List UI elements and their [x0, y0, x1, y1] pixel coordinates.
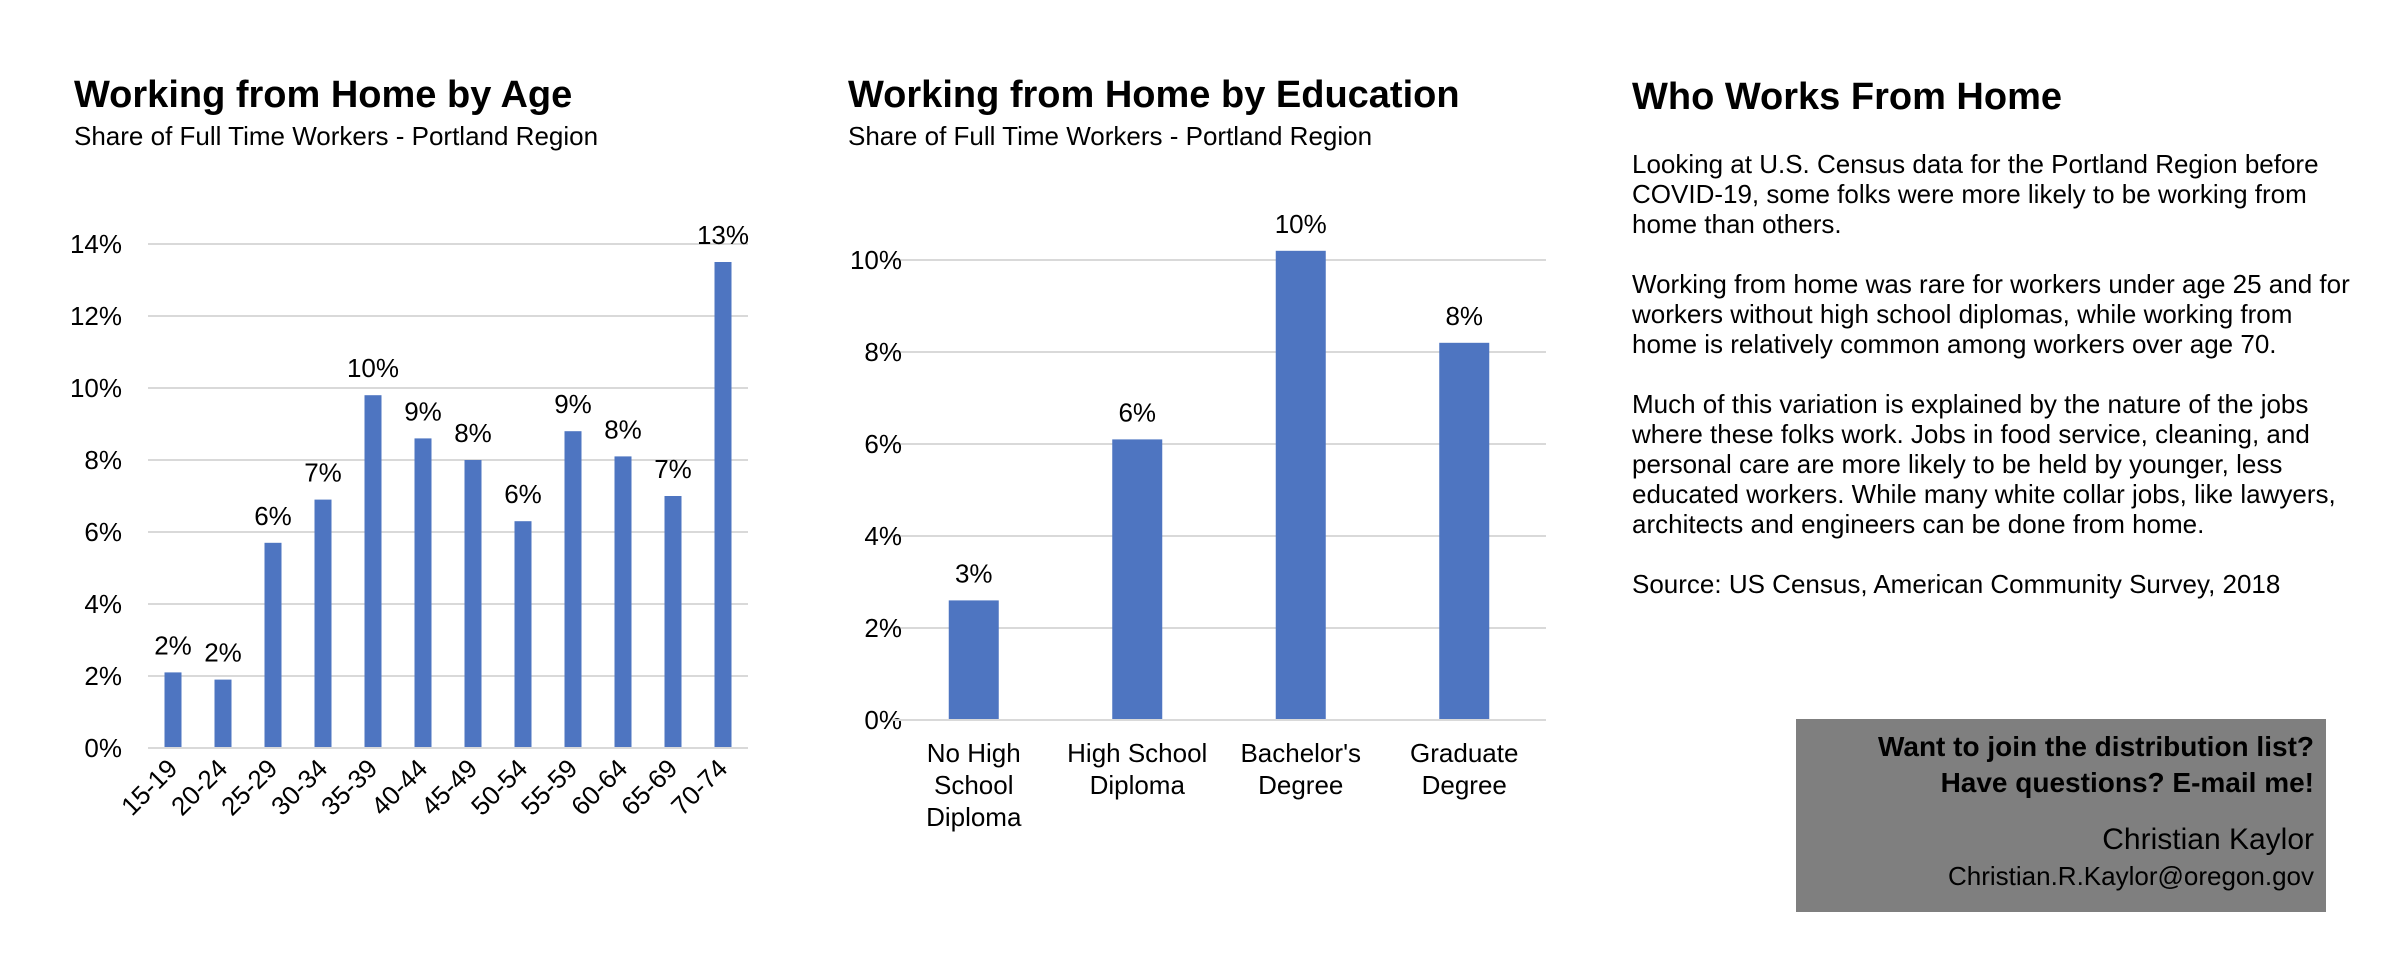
age-y-tick-label: 0% — [84, 733, 122, 763]
education-y-tick-label: 0% — [864, 705, 902, 735]
age-bar — [665, 496, 682, 748]
age-x-tick-label: 35-39 — [315, 753, 384, 822]
education-y-tick-label: 4% — [864, 521, 902, 551]
age-y-tick-label: 8% — [84, 445, 122, 475]
contact-email-link[interactable]: Christian.R.Kaylor@oregon.gov — [1947, 861, 2314, 891]
age-y-tick-label: 12% — [69, 301, 122, 331]
education-y-tick-label: 2% — [864, 613, 902, 643]
education-chart-subtitle: Share of Full Time Workers - Portland Region — [848, 121, 1373, 151]
contact-cta-line-1: Want to join the distribution list? — [1877, 731, 2314, 762]
age-data-label: 9% — [404, 396, 442, 427]
education-x-tick-label-line: High School — [1067, 738, 1208, 768]
age-bar — [265, 543, 282, 748]
education-x-tick-label — [1410, 738, 1518, 800]
age-bar — [565, 431, 582, 748]
age-bar — [365, 395, 382, 748]
side-paragraph-2: Working from home was rare for workers under age 25 and for workers without high school diplomas, while working from home is relatively common among workers over age 70. — [1632, 269, 2350, 359]
age-bar — [215, 680, 232, 748]
education-chart-title: Working from Home by Education — [848, 74, 1460, 116]
age-y-tick-label: 10% — [69, 373, 122, 403]
education-chart — [850, 209, 1546, 832]
education-x-tick-label-line: School — [934, 770, 1014, 800]
education-x-tick-label-line: Diploma — [926, 802, 1022, 832]
education-bar — [1112, 439, 1162, 720]
contact-box — [1796, 719, 2326, 912]
side-paragraph-3: Much of this variation is explained by the nature of the jobs where these folks work. Jobs in food service, cleaning, and personal care are more likely to be held by younger, less educated workers. While many white collar jobs, like lawyers, architects and engineers can be done from home. — [1632, 389, 2336, 539]
age-x-tick-label: 40-44 — [365, 753, 434, 822]
age-bar — [465, 460, 482, 748]
age-data-label: 13% — [696, 220, 750, 250]
age-bar — [515, 521, 532, 748]
age-data-label: 10% — [346, 353, 400, 384]
education-y-tick-label: 6% — [864, 429, 902, 459]
education-y-tick-label: 10% — [849, 245, 902, 275]
age-x-tick-label: 25-29 — [215, 753, 284, 822]
age-x-tick-label: 65-69 — [615, 753, 684, 822]
age-y-tick-label: 4% — [84, 589, 122, 619]
side-paragraph-1: Looking at U.S. Census data for the Portland Region before COVID-19, some folks were more likely to be working from home than others. — [1632, 149, 2319, 239]
age-data-label: 6% — [254, 500, 292, 531]
age-x-tick-label: 15-19 — [115, 753, 184, 822]
source-note: Source: US Census, American Community Survey, 2018 — [1632, 569, 2281, 599]
age-y-tick-label: 2% — [84, 661, 122, 691]
age-data-label: 2% — [204, 637, 242, 668]
education-x-tick-label — [926, 738, 1022, 832]
age-x-tick-label: 60-64 — [565, 753, 634, 822]
age-data-label: 7% — [654, 454, 692, 484]
education-data-label: 10% — [1274, 208, 1327, 239]
education-data-label: 8% — [1445, 300, 1484, 331]
age-y-tick-label: 14% — [69, 229, 122, 259]
education-bar — [949, 600, 999, 720]
age-x-tick-label: 30-34 — [265, 753, 334, 822]
age-data-label: 8% — [454, 418, 492, 448]
age-data-label: 7% — [304, 457, 342, 488]
education-bar — [1439, 343, 1489, 720]
education-data-label: 6% — [1118, 397, 1157, 428]
age-chart — [70, 220, 749, 821]
age-chart-subtitle: Share of Full Time Workers - Portland Region — [74, 121, 599, 151]
age-x-tick-label: 45-49 — [415, 753, 484, 822]
education-x-tick-label-line: Degree — [1258, 770, 1344, 800]
education-data-label: 3% — [954, 558, 993, 589]
education-x-tick-label-line: Graduate — [1410, 738, 1519, 768]
contact-name: Christian Kaylor — [2102, 823, 2314, 856]
education-x-tick-label-line: Diploma — [1089, 770, 1185, 800]
age-bar — [165, 672, 182, 748]
age-bar — [415, 438, 432, 748]
age-data-label: 2% — [154, 630, 192, 661]
education-bar — [1276, 251, 1326, 720]
age-bar — [615, 456, 632, 748]
age-x-tick-label: 55-59 — [515, 753, 584, 822]
age-y-tick-label: 6% — [84, 517, 122, 547]
age-data-label: 9% — [554, 389, 592, 420]
education-x-tick-label-line: No High — [926, 738, 1021, 768]
side-panel — [1632, 76, 2352, 629]
side-title: Who Works From Home — [1632, 76, 2062, 118]
age-x-tick-label: 20-24 — [165, 753, 234, 822]
age-data-label: 8% — [604, 414, 642, 445]
age-x-tick-label: 50-54 — [465, 753, 534, 822]
education-x-tick-label-line: Bachelor's — [1240, 738, 1362, 768]
education-y-tick-label: 8% — [864, 337, 902, 367]
education-x-tick-label — [1240, 738, 1361, 800]
age-data-label: 6% — [504, 479, 542, 510]
education-x-tick-label-line: Degree — [1421, 770, 1507, 800]
contact-cta-line-2: Have questions? E-mail me! — [1940, 767, 2314, 798]
age-x-tick-label: 70-74 — [665, 753, 734, 822]
age-bar — [315, 500, 332, 748]
education-x-tick-label — [1067, 738, 1207, 800]
age-bar — [715, 262, 732, 748]
age-chart-title: Working from Home by Age — [74, 74, 573, 116]
